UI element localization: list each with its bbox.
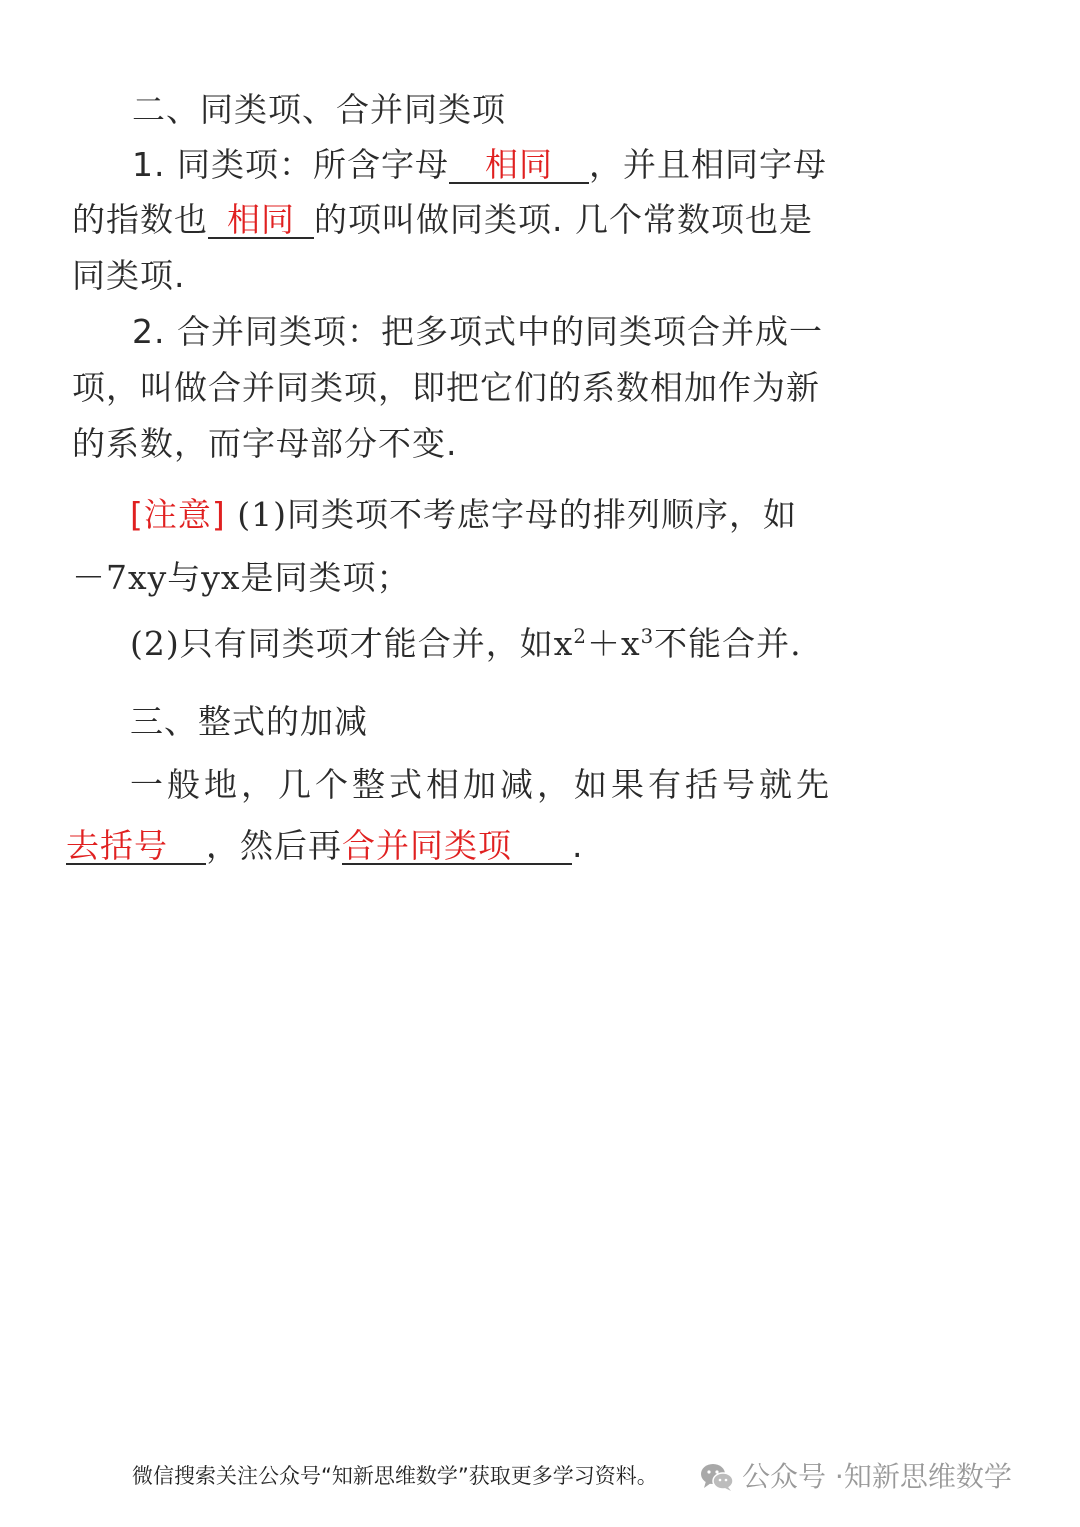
exponent-3: 3 — [640, 625, 655, 648]
s3-mid: ，然后再 — [206, 826, 342, 865]
fill-blank-answer: 相同 — [208, 203, 314, 239]
p1-line2 — [72, 200, 813, 240]
note-item2-c: 不能合并. — [654, 624, 802, 663]
p1-text-c: 的指数也 — [72, 200, 208, 239]
p1-text-d: 的项叫做同类项. 几个常数项也是 — [314, 200, 813, 239]
fill-blank-answer: 相同 — [449, 148, 589, 184]
footer-brand-prefix: 公众号 · — [742, 1460, 844, 1493]
note-item2-a: (2)只有同类项才能合并，如x — [130, 624, 574, 663]
s3-line1: 一般地，几个整式相加减，如果有括号就先 — [130, 765, 833, 804]
p2-line1: 2. 合并同类项：把多项式中的同类项合并成一 — [132, 312, 823, 351]
footer-brand-name: 知新思维数学 — [843, 1460, 1012, 1493]
fill-blank-answer: 合并同类项 — [342, 829, 572, 865]
s3-end: . — [572, 826, 584, 865]
p2-line2: 项，叫做合并同类项，即把它们的系数相加作为新 — [72, 368, 820, 407]
footer-note: 微信搜索关注公众号“知新思维数学”获取更多学习资料。 — [132, 1464, 658, 1488]
p1-text-b: ，并且相同字母 — [588, 145, 827, 184]
section2-heading: 二、同类项、合并同类项 — [132, 90, 506, 129]
section3-heading: 三、整式的加减 — [130, 702, 368, 741]
p1-line3: 同类项. — [72, 256, 186, 295]
footer-brand — [700, 1460, 1012, 1494]
s3-line2 — [66, 826, 584, 866]
p1-line1 — [132, 145, 827, 185]
p1-text-a: 1. 同类项：所含字母 — [132, 145, 449, 184]
note-line2: －7xy与yx是同类项； — [72, 558, 411, 597]
exponent-2: 2 — [573, 625, 587, 648]
p2-line3: 的系数，而字母部分不变. — [72, 424, 458, 463]
note-line1 — [130, 495, 797, 535]
note-item2-b: ＋x — [586, 624, 641, 663]
wechat-icon — [700, 1462, 734, 1492]
note-tag: [注意] — [130, 495, 226, 534]
note-line3 — [130, 624, 802, 664]
note-item1: (1)同类项不考虑字母的排列顺序，如 — [237, 495, 797, 534]
fill-blank-answer: 去括号 — [66, 829, 206, 865]
